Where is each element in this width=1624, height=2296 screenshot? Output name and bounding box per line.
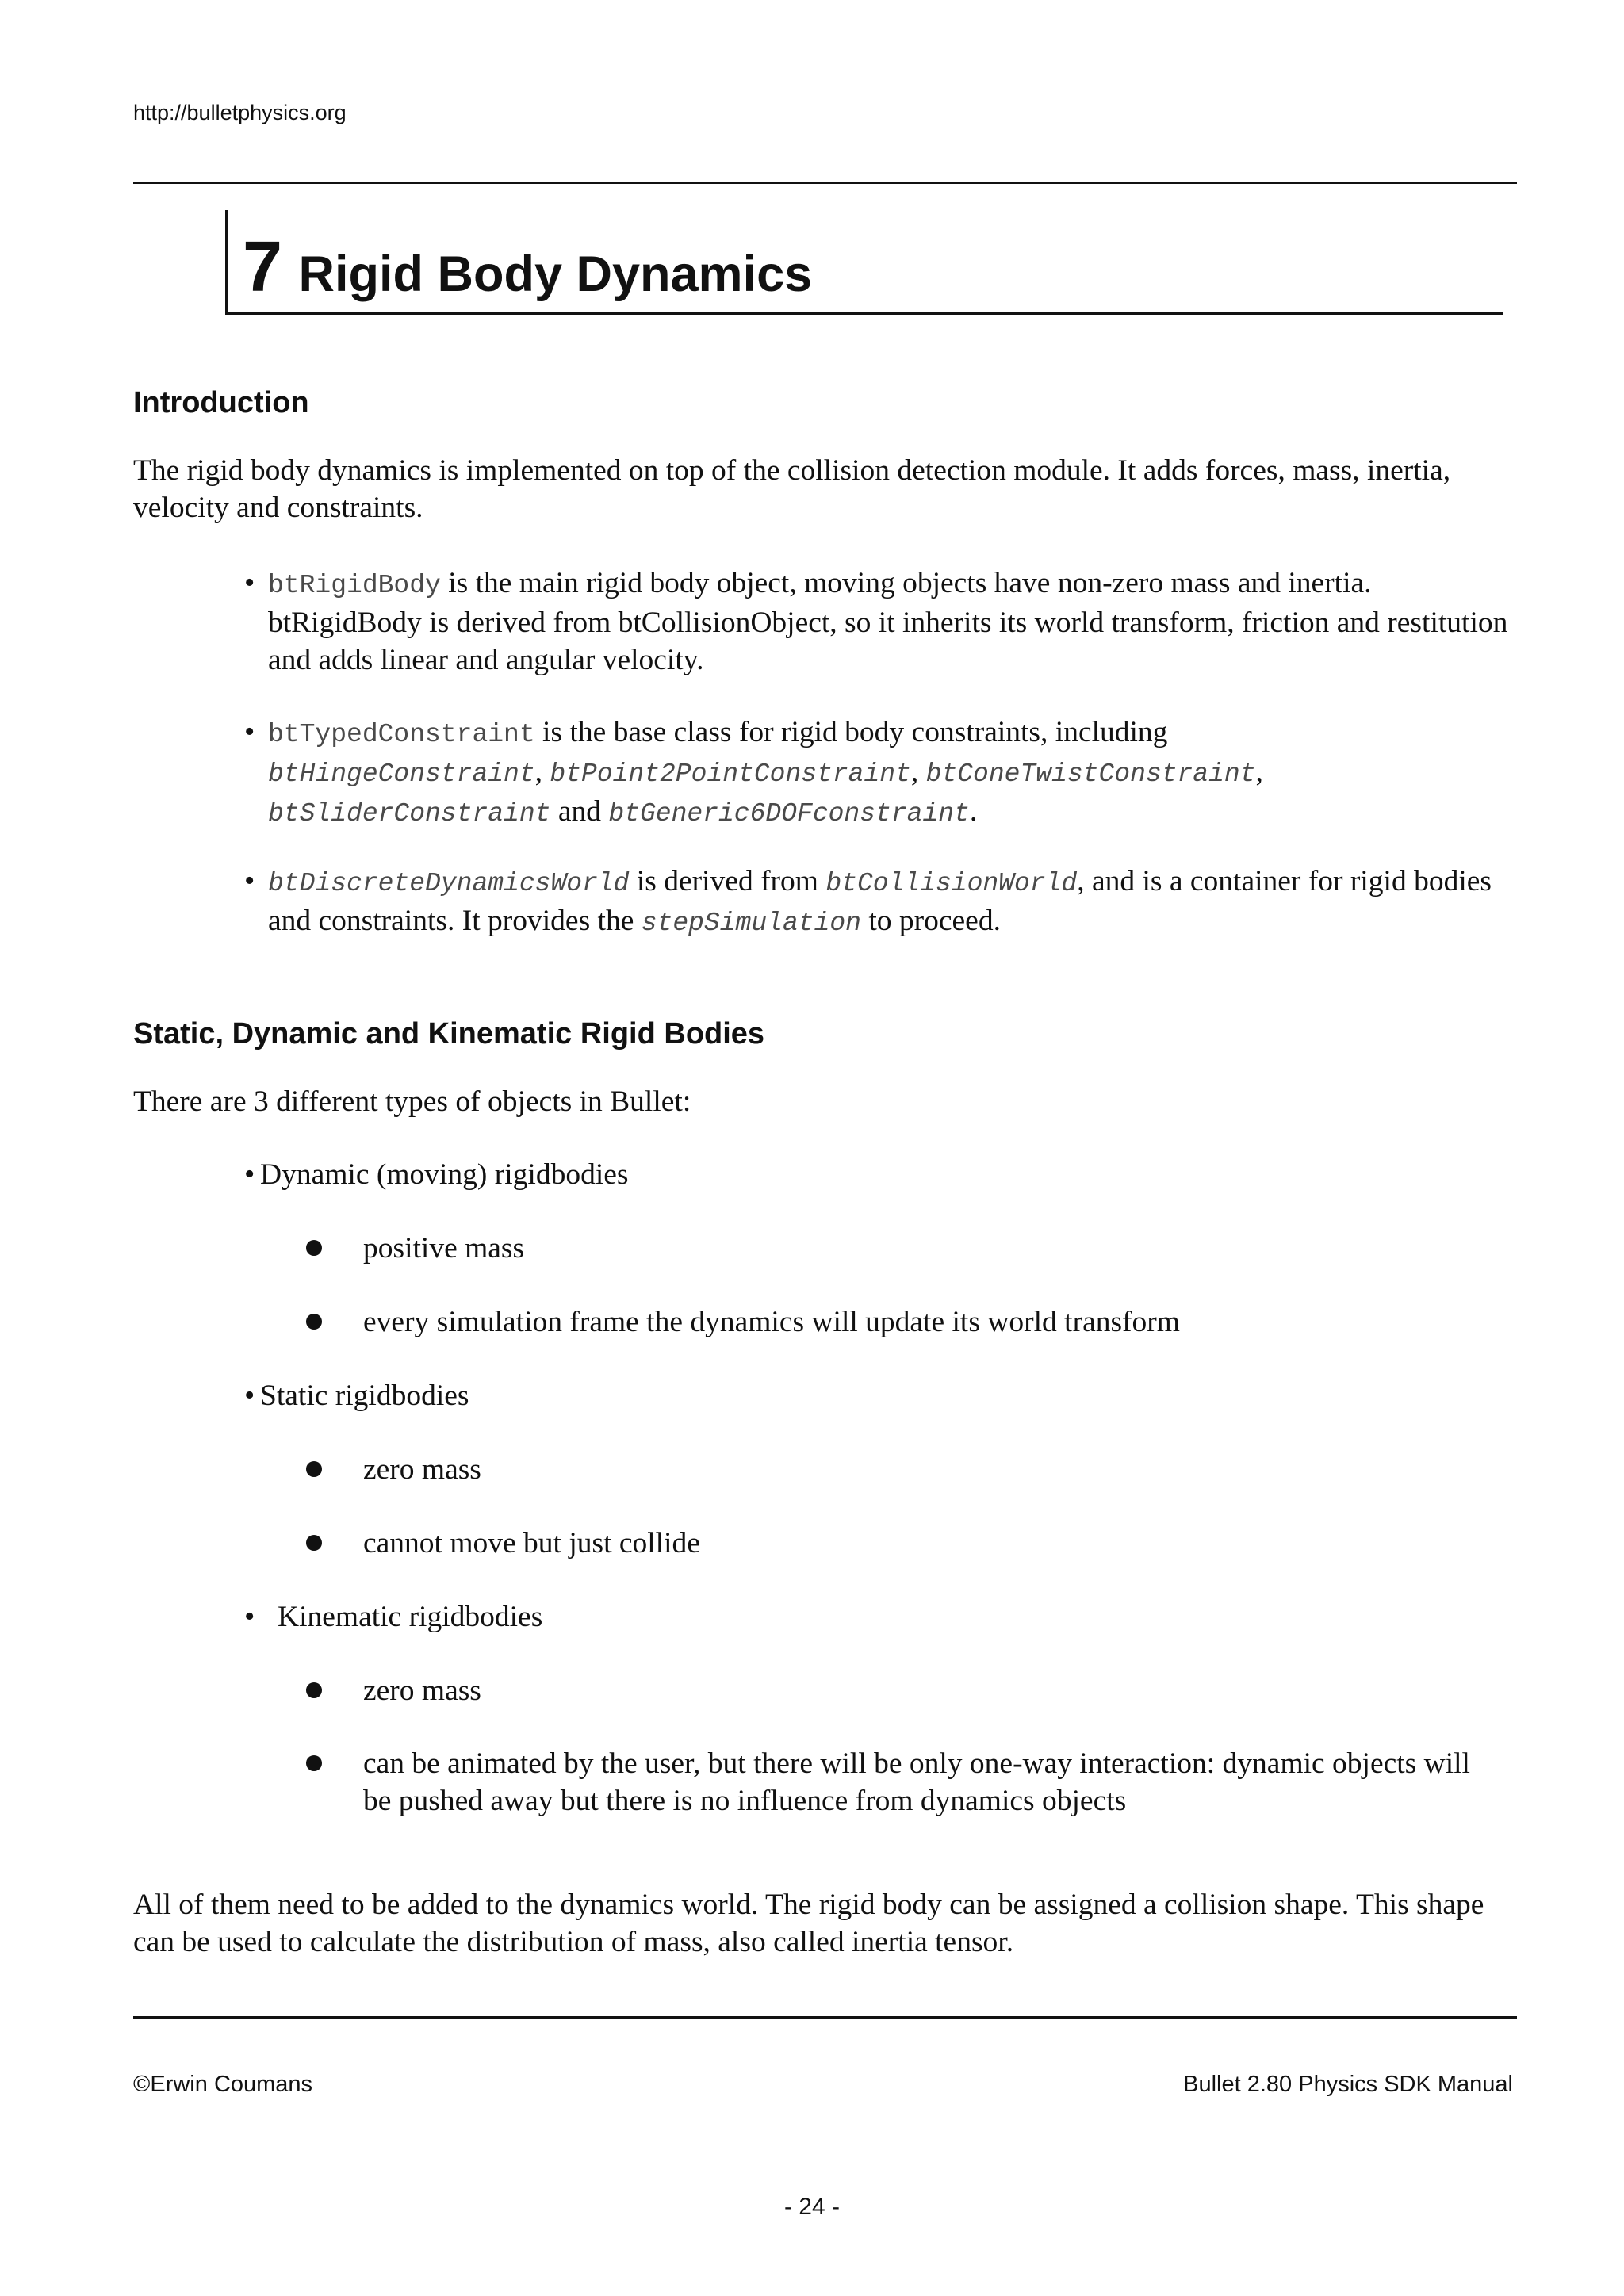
bullet-bttypedconstraint [244,714,1517,832]
large-bullet-icon [306,1314,322,1330]
page-number: - 24 - [783,2194,841,2220]
code-btdiscretedynamicsworld: btDiscreteDynamicsWorld [268,869,630,898]
b1-text: is the main rigid body object, moving objects have non-zero mass and inertia. btRigidBody is derived from btCollisionObject, so it inherits its world transform, friction and restitution and adds linear and angular velocity. [268,567,1508,676]
static-item-2-text: cannot move but just collide [363,1527,700,1559]
small-bullet-icon: • [244,1600,255,1633]
static-label: Static rigidbodies [260,1380,469,1412]
chapter-bottom-rule [225,312,1503,315]
dynamic-label: Dynamic (moving) rigidbodies [260,1158,629,1191]
small-bullet-icon: • [244,715,255,748]
footer-rule [133,2016,1517,2019]
large-bullet-icon [306,1535,322,1551]
small-bullet-icon: • [244,566,255,599]
dynamic-item-1 [363,1230,1574,1267]
bullet-dynamic [244,1156,1517,1193]
b3-text2: to proceed. [860,905,1001,937]
types-heading: Static, Dynamic and Kinematic Rigid Bodies [133,1017,765,1050]
kinematic-item-1 [363,1672,1574,1709]
bullet-kinematic [244,1598,1517,1636]
dynamic-item-2-text: every simulation frame the dynamics will update its world transform [363,1306,1180,1338]
header-url: http://bulletphysics.org [133,101,347,124]
small-bullet-icon: • [244,1379,255,1412]
b2-and: and [550,795,609,828]
types-intro: There are 3 different types of objects in Bullet: [133,1085,691,1118]
b3-text: , and is a container for rigid bodies and constraints. It provides the [268,865,1492,937]
static-item-1-text: zero mass [363,1453,481,1486]
code-btcollisionworld: btCollisionWorld [825,869,1078,898]
static-item-1 [363,1451,1574,1488]
header-rule [133,182,1517,184]
b2-comma-2: , [910,756,926,788]
code-btgeneric6dofconstraint: btGeneric6DOFconstraint [608,799,970,828]
large-bullet-icon [306,1755,322,1771]
dynamic-item-1-text: positive mass [363,1232,525,1265]
code-bttypedconstraint: btTypedConstraint [268,720,535,749]
kinematic-item-2-text: can be animated by the user, but there will be only one-way interaction: dynamic objects will be pushed away but there is no influence from dynamics objects [363,1747,1470,1817]
large-bullet-icon [306,1240,322,1256]
bullet-btrigidbody-text [244,564,1517,679]
chapter-number: 7 [243,228,283,307]
b3-mid: is derived from [629,865,826,897]
intro-heading: Introduction [133,386,309,419]
bullet-btdiscretedynamicsworld [244,863,1517,942]
footer-manual-title: Bullet 2.80 Physics SDK Manual [1183,2072,1513,2097]
code-btsliderconstraint: btSliderConstraint [268,799,551,828]
small-bullet-icon: • [244,864,255,897]
code-stepsimulation: stepSimulation [641,909,861,938]
code-btrigidbody: btRigidBody [268,571,441,600]
b2-comma-1: , [534,756,550,788]
bullet-bttypedconstraint-text [244,714,1517,832]
kinematic-item-2 [363,1745,1473,1820]
chapter-heading [243,228,813,307]
dynamic-item-2 [363,1303,1574,1341]
bullet-btrigidbody [244,564,1517,679]
footer-copyright: ©Erwin Coumans [133,2072,313,2097]
kinematic-label: Kinematic rigidbodies [278,1601,543,1633]
bullet-btdiscretedynamicsworld-text [244,863,1517,942]
static-item-2 [363,1525,1574,1562]
closing-paragraph: All of them need to be added to the dynamics world. The rigid body can be assigned a collision shape. This shape can be used to calculate the distribution of mass, also called inertia tensor. [133,1888,1484,1958]
chapter-left-rule [225,210,228,315]
kinematic-item-1-text: zero mass [363,1674,481,1707]
bullet-static [244,1377,1517,1414]
small-bullet-icon: • [244,1158,255,1191]
b2-comma-3: , [1255,756,1263,788]
code-bthingeconstraint: btHingeConstraint [268,760,535,789]
code-btpoint2pointconstraint: btPoint2PointConstraint [550,760,911,789]
b2-period: . [969,795,978,828]
large-bullet-icon [306,1682,322,1698]
code-btconetwistconstraint: btConeTwistConstraint [925,760,1256,789]
intro-paragraph: The rigid body dynamics is implemented on top of the collision detection module. It adds forces, mass, inertia, velocity and constraints. [133,454,1451,524]
b2-text: is the base class for rigid body constraints, including [534,716,1168,748]
large-bullet-icon [306,1461,322,1477]
chapter-title: Rigid Body Dynamics [298,247,813,302]
